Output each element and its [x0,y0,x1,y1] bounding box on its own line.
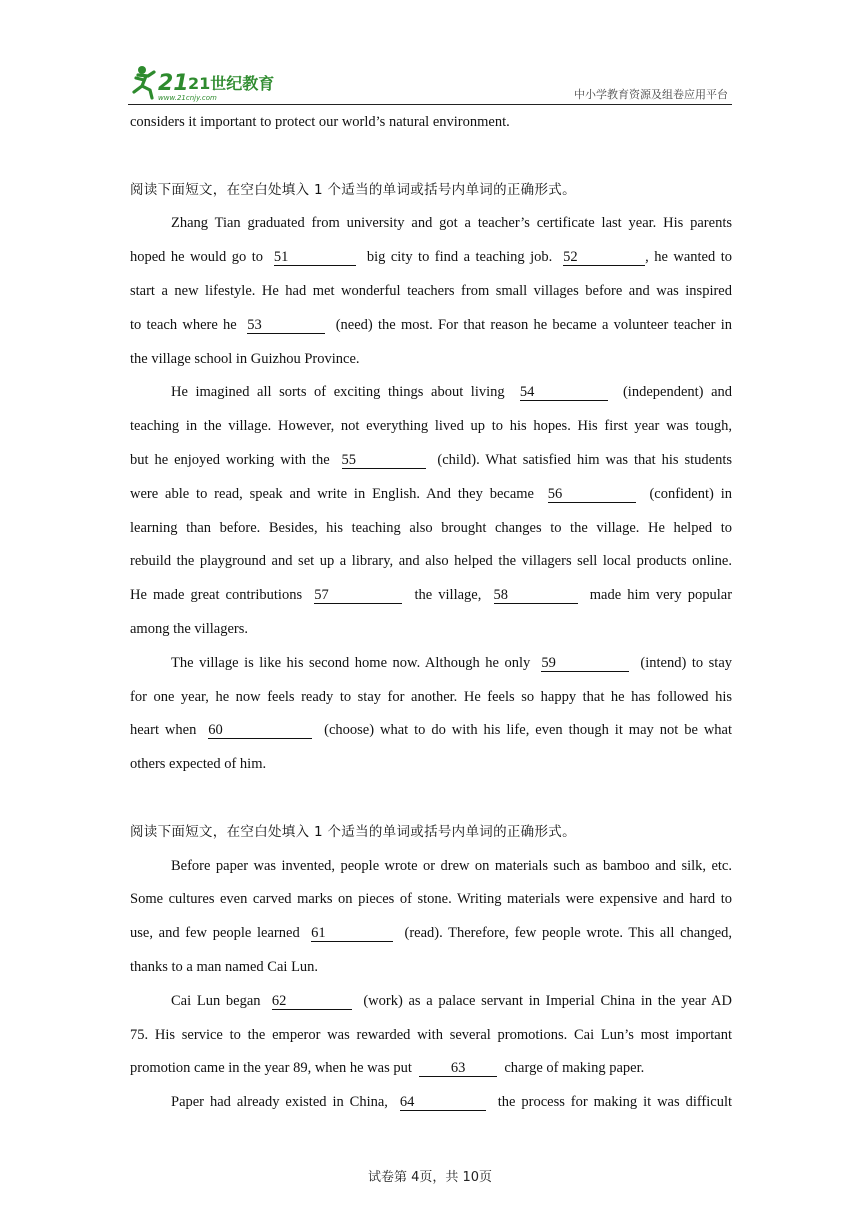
s1-line: to teach where he 53 (need) the most. For that reason he became a volunteer teacher in [130,316,733,333]
blank-60[interactable]: 60 [208,722,312,739]
s1-line: start a new lifestyle. He had met wonderful teachers from small villages before and was inspired [130,282,732,299]
s1-line: hoped he would go to 51 big city to find a teaching job. 52 , he wanted to [130,249,732,266]
s2-line: Before paper was invented, people wrote or drew on materials such as bamboo and silk, etc. [171,857,732,874]
page-footer: 试卷第 4页，共 10页 [367,1170,493,1185]
s2-line: Paper had already existed in China, 64 the process for making it was difficult [171,1094,733,1111]
s1-line: He imagined all sorts of exciting things about living 54 (independent) and [171,384,733,401]
s2-line: Some cultures even carved marks on pieces of stone. Writing materials were expensive and hard to [130,891,732,908]
s1-line: heart when 60 (choose) what to do with his life, even though it may not be what [130,722,733,739]
s2-line: use, and few people learned 61 (read). Therefore, few people wrote. This all changed, [130,925,733,942]
continued-line: considers it important to protect our world’s natural environment. [130,114,510,130]
page-header [128,62,732,105]
s1-line: the village school in Guizhou Province. [130,350,360,367]
blank-64[interactable]: 64 [400,1094,486,1111]
s1-line: He made great contributions 57 the village, 58 made him very popular [130,587,733,604]
blank-56[interactable]: 56 [548,486,636,503]
s1-line: learning than before. Besides, his teaching also brought changes to the village. He helped to [130,519,732,536]
s2-line: promotion came in the year 89, when he was put 63 charge of making paper. [130,1060,645,1077]
document-body [130,106,732,1120]
svg-text:www.21cnjy.com: www.21cnjy.com [158,94,217,102]
s1-line: rebuild the playground and set up a library, and also helped the villagers sell local products online. [130,553,732,570]
blank-62[interactable]: 62 [272,993,352,1010]
s1-line: among the villagers. [130,620,248,637]
blank-54[interactable]: 54 [520,384,608,401]
blank-63[interactable]: 63 [419,1060,497,1077]
blank-53[interactable]: 53 [247,317,325,334]
blank-61[interactable]: 61 [311,925,393,942]
s1-line: for one year, he now feels ready to stay for another. He feels so happy that he has followed his [130,688,732,705]
svg-text:21世纪教育: 21世纪教育 [188,74,275,93]
s1-line: The village is like his second home now. Although he only 59 (intend) to stay [171,654,733,671]
s1-line: but he enjoyed working with the 55 (child). What satisfied him was that his students [130,451,733,468]
s1-line: others expected of him. [130,756,267,773]
s1-line: Zhang Tian graduated from university and got a teacher’s certificate last year. His parents [171,215,732,232]
s2-line: thanks to a man named Cai Lun. [130,958,319,975]
logo [128,62,288,102]
logo-runner-icon [128,62,288,102]
blank-51[interactable]: 51 [274,249,356,266]
svg-text:21: 21 [158,71,189,96]
blank-57[interactable]: 57 [314,587,402,604]
blank-55[interactable]: 55 [342,452,426,469]
s2-line: 75. His service to the emperor was rewarded with several promotions. Cai Lun’s most important [130,1026,732,1043]
s2-line: Cai Lun began 62 (work) as a palace servant in Imperial China in the year AD [171,992,733,1009]
blank-52[interactable]: 52 [563,249,645,266]
section2-instruction: 阅读下面短文，在空白处填入 1 个适当的单词或括号内单词的正确形式。 [130,823,576,840]
s1-line: teaching in the village. However, not everything lived up to his hopes. His first year was tough, [130,418,732,435]
s1-line: were able to read, speak and write in English. And they became 56 (confident) in [130,485,732,502]
section1-instruction: 阅读下面短文，在空白处填入 1 个适当的单词或括号内单词的正确形式。 [130,181,576,198]
blank-58[interactable]: 58 [494,587,578,604]
site-slogan: 中小学教育资源及组卷应用平台 [574,88,728,101]
blank-59[interactable]: 59 [541,655,629,672]
